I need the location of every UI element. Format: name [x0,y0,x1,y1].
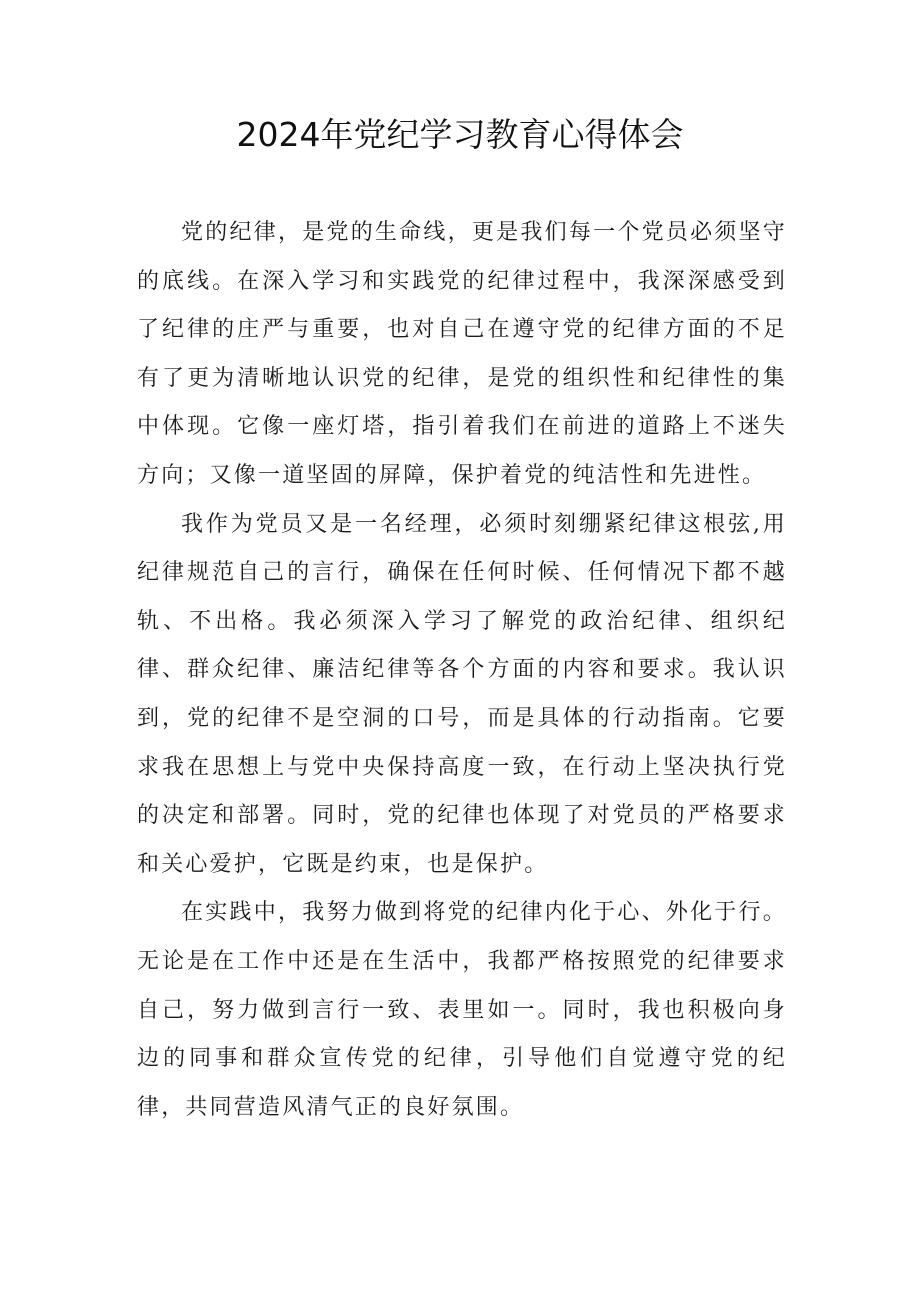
paragraph-1: 党的纪律，是党的生命线，更是我们每一个党员必须坚守的底线。在深入学习和实践党的纪律过程中，我深深感受到了纪律的庄严与重要，也对自己在遵守党的纪律方面的不足有了更为清晰地认识党的纪律，是党的组织性和纪律性的集中体现。它像一座灯塔，指引着我们在前进的道路上不迷失方向；又像一道坚固的屏障，保护着党的纯洁性和先进性。 [137,220,787,488]
document-title: 2024年党纪学习教育心得体会 [236,115,684,154]
paragraph-2: 我作为党员又是一名经理，必须时刻绷紧纪律这根弦,用纪律规范自己的言行，确保在任何时候、任何情况下都不越轨、不出格。我必须深入学习了解党的政治纪律、组织纪律、群众纪律、廉洁纪律等各个方面的内容和要求。我认识到，党的纪律不是空洞的口号，而是具体的行动指南。它要求我在思想上与党中央保持高度一致，在行动上坚决执行党的决定和部署。同时，党的纪律也体现了对党员的严格要求和关心爱护，它既是约束，也是保护。 [137,511,787,877]
paragraph-3: 在实践中，我努力做到将党的纪律内化于心、外化于行。无论是在工作中还是在生活中，我都严格按照党的纪律要求自己，努力做到言行一致、表里如一。同时，我也积极向身边的同事和群众宣传党的纪律，引导他们自觉遵守党的纪律，共同营造风清气正的良好氛围。 [137,900,787,1120]
document-body [137,209,787,1132]
